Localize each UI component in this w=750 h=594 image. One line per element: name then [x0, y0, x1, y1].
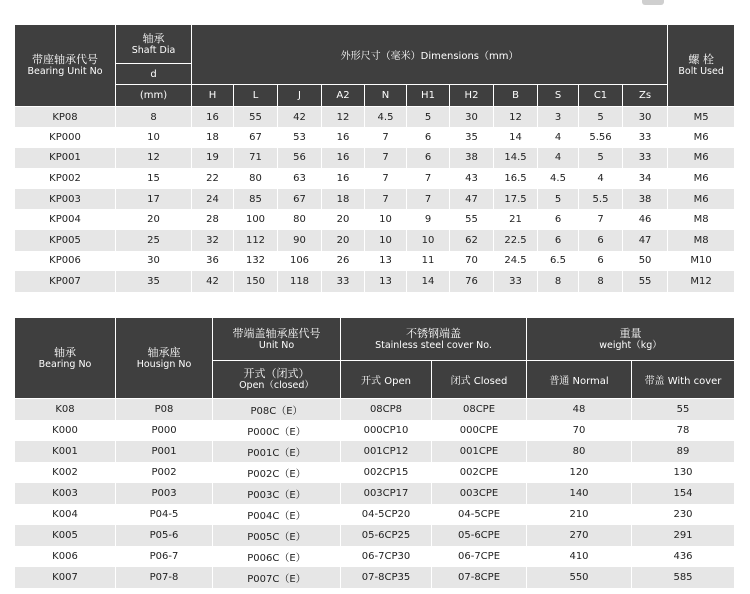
table-cell: 12: [322, 107, 365, 128]
table-cell: 30: [623, 107, 668, 128]
table-row: [15, 462, 735, 483]
table-cell: 89: [632, 441, 735, 462]
table-cell: 90: [278, 230, 322, 251]
table-cell: M10: [668, 251, 735, 272]
col-n: N: [365, 85, 407, 107]
cover-header-en: Stainless steel cover No.: [375, 339, 492, 351]
table-cell: P000C（E）: [213, 420, 341, 441]
table-cell: 46: [623, 209, 668, 230]
table-cell: 7: [407, 168, 450, 189]
table-cell: M6: [668, 168, 735, 189]
housing-no-header: [116, 318, 213, 399]
table-cell: P001C（E）: [213, 441, 341, 462]
table-cell: 35: [116, 271, 192, 292]
table-cell: 002CP15: [341, 462, 432, 483]
table-cell: KP002: [15, 168, 116, 189]
weight-header-zh: 重量: [619, 326, 642, 340]
table-cell: 20: [116, 209, 192, 230]
table-cell: 05-6CP25: [341, 525, 432, 546]
cover-weight-table: [14, 317, 735, 588]
table-cell: 002CPE: [432, 462, 527, 483]
table-cell: 33: [623, 148, 668, 169]
table-cell: 48: [527, 399, 632, 420]
table-cell: 5.56: [579, 127, 623, 148]
table-cell: 7: [365, 127, 407, 148]
table-row: [15, 483, 735, 504]
table-cell: 140: [527, 483, 632, 504]
table-cell: 17: [116, 189, 192, 210]
table-cell: 3: [538, 107, 579, 128]
table-cell: 47: [623, 230, 668, 251]
weight-cover-header: 带盖 With cover: [632, 361, 735, 399]
table-cell: 4: [579, 168, 623, 189]
housing-no-header-en: Housign No: [136, 358, 192, 370]
table-cell: 5: [538, 189, 579, 210]
table-cell: P005C（E）: [213, 525, 341, 546]
table-cell: KP005: [15, 230, 116, 251]
table-cell: P08: [116, 399, 213, 420]
table-cell: 16.5: [494, 168, 538, 189]
table-cell: 000CP10: [341, 420, 432, 441]
table-cell: 10: [116, 127, 192, 148]
table-cell: P004C（E）: [213, 504, 341, 525]
shaft-dia-header-en: Shaft Dia: [131, 44, 176, 56]
col-s: S: [538, 85, 579, 107]
table-row: [15, 127, 735, 148]
table-cell: P06-7: [116, 546, 213, 567]
table-cell: P003C（E）: [213, 483, 341, 504]
table-cell: 28: [192, 209, 234, 230]
cap-unit-header-en: Unit No: [258, 339, 295, 351]
table-cell: 7: [365, 168, 407, 189]
table-cell: 56: [278, 148, 322, 169]
table-cell: 08CP8: [341, 399, 432, 420]
col-zs: Zs: [623, 85, 668, 107]
table-cell: 6: [538, 209, 579, 230]
table-cell: 07-8CPE: [432, 567, 527, 588]
table-cell: 14: [407, 271, 450, 292]
table-cell: 70: [527, 420, 632, 441]
table-row: [15, 525, 735, 546]
table-cell: 38: [623, 189, 668, 210]
table-cell: 30: [116, 251, 192, 272]
table-cell: 19: [192, 148, 234, 169]
table-cell: K08: [15, 399, 116, 420]
open-closed-header: [213, 361, 341, 399]
cap-unit-header-zh: 带端盖轴承座代号: [232, 326, 321, 340]
bearing-no-header-zh: 轴承: [54, 345, 76, 359]
table-cell: M6: [668, 127, 735, 148]
col-b: B: [494, 85, 538, 107]
table-cell: P000: [116, 420, 213, 441]
weight-header: [527, 318, 735, 361]
table-cell: 34: [623, 168, 668, 189]
table-cell: 10: [365, 230, 407, 251]
table-cell: 120: [527, 462, 632, 483]
cover-open-header: 开式 Open: [341, 361, 432, 399]
table-cell: 15: [116, 168, 192, 189]
table-cell: P002: [116, 462, 213, 483]
table-cell: 13: [365, 251, 407, 272]
col-a2: A2: [322, 85, 365, 107]
table-row: [15, 148, 735, 169]
table-cell: 100: [234, 209, 278, 230]
table-cell: 6: [579, 230, 623, 251]
table-row: [15, 209, 735, 230]
table-cell: 06-7CP30: [341, 546, 432, 567]
table-cell: 38: [450, 148, 494, 169]
table-cell: M6: [668, 189, 735, 210]
table-cell: 55: [234, 107, 278, 128]
table-cell: KP007: [15, 271, 116, 292]
bolt-header-zh: 螺 栓: [688, 53, 714, 66]
table-cell: 6: [407, 148, 450, 169]
table-cell: 47: [450, 189, 494, 210]
housing-no-header-zh: 轴承座: [147, 345, 181, 359]
table-row: [15, 189, 735, 210]
table-cell: 22: [192, 168, 234, 189]
table-cell: 43: [450, 168, 494, 189]
bearing-no-header-en: Bearing No: [38, 358, 92, 370]
table-cell: 50: [623, 251, 668, 272]
table-cell: 20: [322, 209, 365, 230]
table-cell: 30: [450, 107, 494, 128]
table-cell: 80: [278, 209, 322, 230]
cover-header: [341, 318, 527, 361]
cover-weight-table-body: [15, 399, 735, 588]
open-closed-header-zh: 开式（闭式）: [243, 367, 310, 380]
table-row: [15, 420, 735, 441]
table-cell: 33: [322, 271, 365, 292]
col-h1: H1: [407, 85, 450, 107]
table-cell: 24: [192, 189, 234, 210]
table-cell: 132: [234, 251, 278, 272]
table-cell: 6: [538, 230, 579, 251]
table-cell: 07-8CP35: [341, 567, 432, 588]
table-cell: KP001: [15, 148, 116, 169]
table-row: [15, 251, 735, 272]
bolt-header-en: Bolt Used: [678, 66, 724, 77]
table-cell: P04-5: [116, 504, 213, 525]
table-cell: 05-6CPE: [432, 525, 527, 546]
table-cell: KP004: [15, 209, 116, 230]
table-cell: K005: [15, 525, 116, 546]
table-cell: 14.5: [494, 148, 538, 169]
table-cell: 53: [278, 127, 322, 148]
cover-closed-header: 闭式 Closed: [432, 361, 527, 399]
table-cell: 5: [579, 107, 623, 128]
table-cell: 42: [278, 107, 322, 128]
table-cell: 36: [192, 251, 234, 272]
table-cell: 63: [278, 168, 322, 189]
table-cell: 20: [322, 230, 365, 251]
table-cell: 76: [450, 271, 494, 292]
shaft-dia-header: [116, 25, 192, 64]
table-cell: 8: [116, 107, 192, 128]
table-cell: 67: [278, 189, 322, 210]
table-cell: 85: [234, 189, 278, 210]
mm-label: (mm): [116, 85, 192, 107]
table-cell: 12: [116, 148, 192, 169]
open-closed-header-en: Open（closed）: [239, 380, 314, 391]
table-cell: K002: [15, 462, 116, 483]
table-cell: 8: [538, 271, 579, 292]
table-cell: 42: [192, 271, 234, 292]
table-cell: KP003: [15, 189, 116, 210]
unit-no-header-en: Bearing Unit No: [27, 66, 103, 77]
table-cell: 106: [278, 251, 322, 272]
table-cell: P003: [116, 483, 213, 504]
table-cell: 08CPE: [432, 399, 527, 420]
table-cell: 5: [579, 148, 623, 169]
unit-no-header: [15, 25, 116, 107]
table-cell: 10: [365, 209, 407, 230]
table-cell: 04-5CPE: [432, 504, 527, 525]
table-cell: 001CPE: [432, 441, 527, 462]
table-cell: 55: [623, 271, 668, 292]
table-cell: P07-8: [116, 567, 213, 588]
table-cell: 16: [322, 168, 365, 189]
table-cell: 10: [407, 230, 450, 251]
cap-unit-header: [213, 318, 341, 361]
table-cell: 230: [632, 504, 735, 525]
table-row: [15, 504, 735, 525]
table-cell: M6: [668, 148, 735, 169]
table-cell: 7: [365, 189, 407, 210]
table-cell: KP000: [15, 127, 116, 148]
d-label: d: [116, 64, 192, 85]
table-cell: 16: [322, 127, 365, 148]
table-cell: 6: [407, 127, 450, 148]
table-cell: 24.5: [494, 251, 538, 272]
table-cell: 78: [632, 420, 735, 441]
table-cell: 55: [632, 399, 735, 420]
table-cell: 80: [527, 441, 632, 462]
table-cell: 8: [579, 271, 623, 292]
table-cell: 13: [365, 271, 407, 292]
table-cell: 436: [632, 546, 735, 567]
table-cell: 17.5: [494, 189, 538, 210]
table-cell: 22.5: [494, 230, 538, 251]
table-row: [15, 399, 735, 420]
table-row: [15, 567, 735, 588]
table-cell: KP08: [15, 107, 116, 128]
table-cell: 04-5CP20: [341, 504, 432, 525]
table-row: [15, 441, 735, 462]
table-cell: P08C（E）: [213, 399, 341, 420]
shaft-dia-header-zh: 轴承: [142, 31, 165, 45]
table-cell: 55: [450, 209, 494, 230]
table-cell: K006: [15, 546, 116, 567]
table-cell: P007C（E）: [213, 567, 341, 588]
dimensions-table: [14, 24, 735, 292]
table-cell: P05-6: [116, 525, 213, 546]
table-cell: 210: [527, 504, 632, 525]
table-cell: 67: [234, 127, 278, 148]
bolt-header: [668, 25, 735, 107]
dimensions-header: 外形尺寸（毫米）Dimensions（mm）: [192, 25, 668, 85]
table-cell: 12: [494, 107, 538, 128]
table-cell: KP006: [15, 251, 116, 272]
table-cell: K003: [15, 483, 116, 504]
weight-normal-header: 普通 Normal: [527, 361, 632, 399]
col-h2: H2: [450, 85, 494, 107]
table-cell: 003CP17: [341, 483, 432, 504]
table-row: [15, 230, 735, 251]
table-row: [15, 168, 735, 189]
table-cell: 130: [632, 462, 735, 483]
table-cell: 9: [407, 209, 450, 230]
table-cell: 32: [192, 230, 234, 251]
bearing-no-header: [15, 318, 116, 399]
table-cell: 26: [322, 251, 365, 272]
col-j: J: [278, 85, 322, 107]
table-cell: 18: [192, 127, 234, 148]
table-cell: 154: [632, 483, 735, 504]
table-cell: 14: [494, 127, 538, 148]
table-cell: 62: [450, 230, 494, 251]
col-l: L: [234, 85, 278, 107]
table-cell: 35: [450, 127, 494, 148]
table-cell: M8: [668, 230, 735, 251]
table-cell: 112: [234, 230, 278, 251]
table-cell: 4.5: [365, 107, 407, 128]
table-cell: 001CP12: [341, 441, 432, 462]
table-cell: 4.5: [538, 168, 579, 189]
table-cell: 6.5: [538, 251, 579, 272]
table-cell: 585: [632, 567, 735, 588]
table-cell: 18: [322, 189, 365, 210]
weight-header-en: weight（kg）: [599, 339, 662, 351]
table-cell: 4: [538, 127, 579, 148]
table-cell: K004: [15, 504, 116, 525]
table-cell: 5.5: [579, 189, 623, 210]
page-corner-mark: [642, 0, 664, 5]
table-cell: 410: [527, 546, 632, 567]
col-c1: C1: [579, 85, 623, 107]
table-cell: 16: [192, 107, 234, 128]
table-cell: 33: [623, 127, 668, 148]
table-cell: 33: [494, 271, 538, 292]
table-cell: P006C（E）: [213, 546, 341, 567]
table-row: [15, 546, 735, 567]
col-h: H: [192, 85, 234, 107]
table-cell: 06-7CPE: [432, 546, 527, 567]
table-cell: M5: [668, 107, 735, 128]
table-cell: K000: [15, 420, 116, 441]
table-cell: 71: [234, 148, 278, 169]
table-cell: P001: [116, 441, 213, 462]
table-cell: 11: [407, 251, 450, 272]
table-cell: 7: [365, 148, 407, 169]
table-cell: 5: [407, 107, 450, 128]
table-cell: K001: [15, 441, 116, 462]
table-cell: 80: [234, 168, 278, 189]
table-cell: M8: [668, 209, 735, 230]
table-cell: 000CPE: [432, 420, 527, 441]
table-cell: 16: [322, 148, 365, 169]
table-cell: 70: [450, 251, 494, 272]
table-cell: 003CPE: [432, 483, 527, 504]
table-cell: 25: [116, 230, 192, 251]
table-cell: 4: [538, 148, 579, 169]
table-cell: 118: [278, 271, 322, 292]
table-cell: M12: [668, 271, 735, 292]
table-cell: 21: [494, 209, 538, 230]
table-cell: 6: [579, 251, 623, 272]
table-row: [15, 107, 735, 128]
dimensions-table-body: [15, 107, 735, 292]
table-cell: 7: [407, 189, 450, 210]
table-cell: 550: [527, 567, 632, 588]
table-cell: 291: [632, 525, 735, 546]
table-cell: 270: [527, 525, 632, 546]
table-row: [15, 271, 735, 292]
unit-no-header-zh: 带座轴承代号: [32, 53, 98, 66]
table-cell: 7: [579, 209, 623, 230]
table-cell: 150: [234, 271, 278, 292]
cover-header-zh: 不锈钢端盖: [406, 326, 461, 340]
table-cell: K007: [15, 567, 116, 588]
table-cell: P002C（E）: [213, 462, 341, 483]
